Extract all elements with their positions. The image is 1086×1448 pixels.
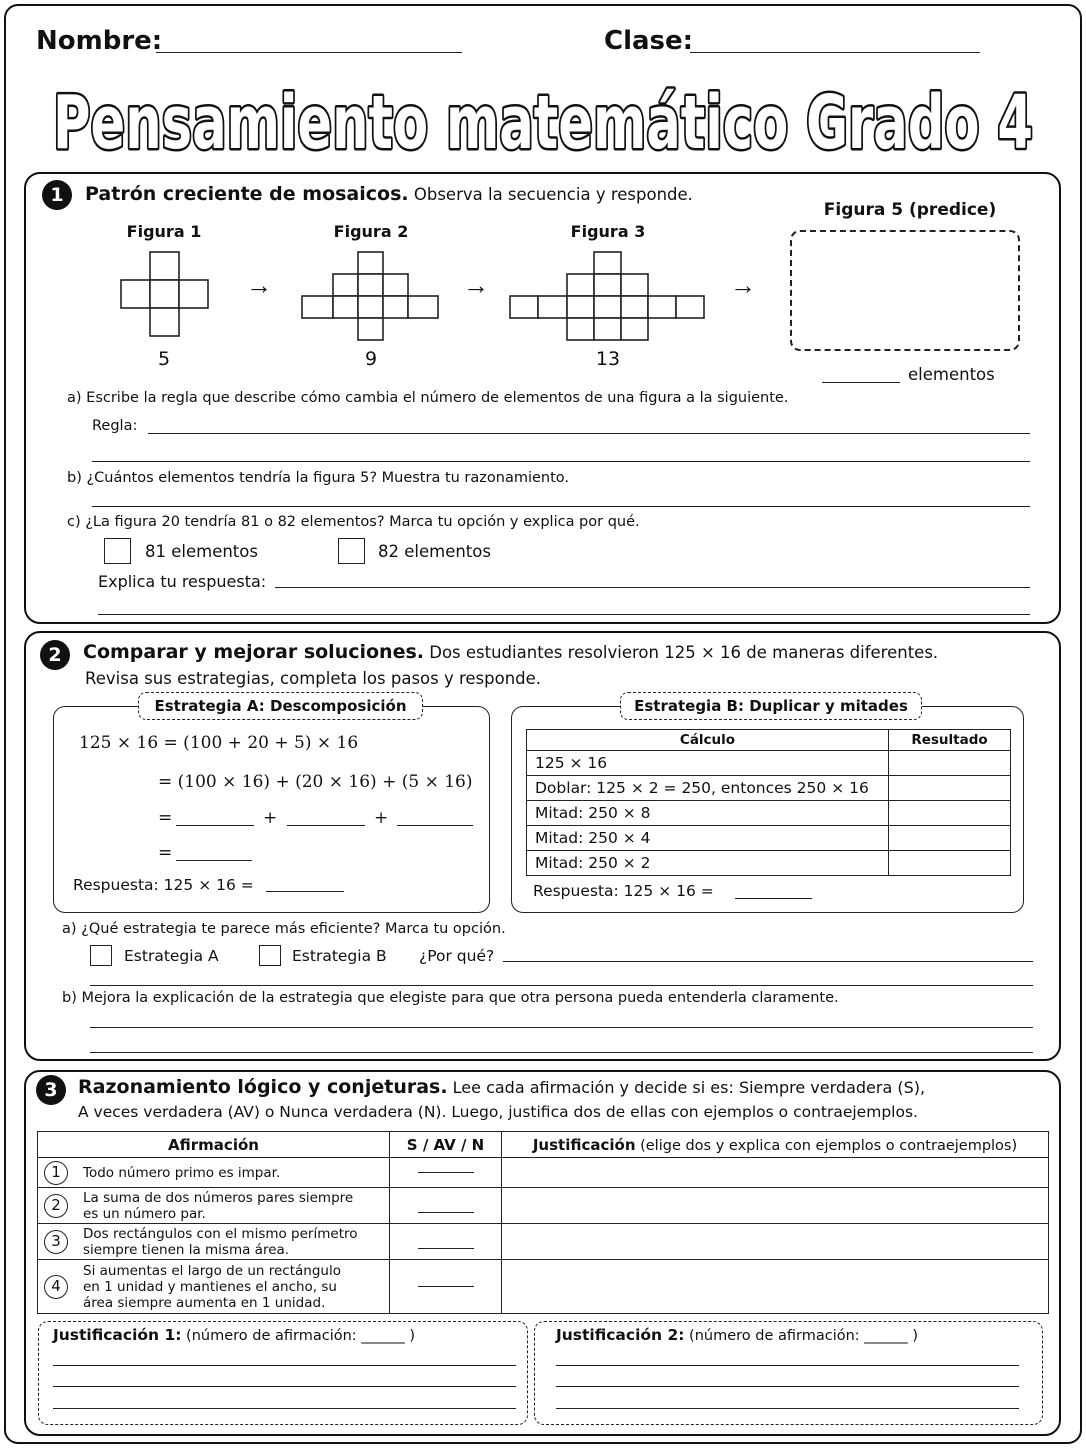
partial-product-2-field[interactable]: [287, 825, 365, 826]
calc-cell: Mitad: 250 × 4: [527, 826, 889, 851]
statements-table: [37, 1131, 1049, 1314]
section-3-number: 3: [36, 1075, 66, 1105]
strategy-a-line-1: 125 × 16 = (100 + 20 + 5) × 16: [79, 733, 359, 753]
justification-1-line[interactable]: [53, 1408, 516, 1409]
equals-sign: =: [158, 843, 173, 863]
justification-cell[interactable]: [502, 1224, 1049, 1260]
statement-number: 3: [44, 1230, 68, 1254]
answer-cell[interactable]: [390, 1158, 502, 1188]
question-1c: c) ¿La figura 20 tendría 81 o 82 elementos? Marca tu opción y explica por qué.: [67, 514, 640, 530]
title-text: Pensamiento matemático Grado 4: [53, 80, 1033, 166]
strategy-b-answer-label: Respuesta: 125 × 16 =: [533, 882, 714, 900]
name-label: Nombre:: [36, 26, 163, 56]
table-row: [38, 1158, 1049, 1188]
figure-5-drawing-box[interactable]: [790, 230, 1020, 351]
result-cell[interactable]: [889, 776, 1011, 801]
why-answer-line[interactable]: [503, 961, 1033, 962]
strategy-a-line-2: = (100 × 16) + (20 × 16) + (5 × 16): [158, 772, 473, 792]
arrow-icon: →: [463, 270, 489, 300]
answer-cell[interactable]: [390, 1224, 502, 1260]
option-81-label: 81 elementos: [145, 542, 258, 561]
why-label: ¿Por qué?: [419, 947, 495, 965]
result-cell[interactable]: [889, 801, 1011, 826]
table-row: [38, 1224, 1049, 1260]
statement-cell: 4 Si aumentas el largo de un rectángulo en 1 unidad y mantienes el ancho, su área siempre aumenta en 1 unidad.: [38, 1263, 358, 1311]
option-strategy-a-label: Estrategia A: [124, 947, 219, 965]
strategy-a-sum-field[interactable]: [176, 860, 252, 861]
justification-column-header: Justificación (elige dos y explica con ejemplos o contraejemplos): [502, 1132, 1049, 1158]
calc-cell: Doblar: 125 × 2 = 250, entonces 250 × 16: [527, 776, 889, 801]
figure-3-label: Figura 3: [570, 222, 646, 241]
partial-product-1-field[interactable]: [176, 825, 254, 826]
strategy-b-answer-field[interactable]: [735, 898, 812, 899]
figure-3-tiles: [510, 252, 704, 340]
arrow-icon: →: [730, 270, 756, 300]
statement-number: 4: [44, 1275, 68, 1299]
section-2-title: Comparar y mejorar soluciones. Dos estudiantes resolvieron 125 × 16 de maneras diferentes.: [83, 641, 939, 663]
checkbox-82[interactable]: [338, 538, 365, 564]
table-row: [527, 751, 1011, 776]
justification-2-line[interactable]: [556, 1386, 1019, 1387]
checkbox-strategy-a[interactable]: [90, 945, 112, 966]
table-row: [527, 776, 1011, 801]
calc-cell: Mitad: 250 × 8: [527, 801, 889, 826]
option-82-label: 82 elementos: [378, 542, 491, 561]
justification-cell[interactable]: [502, 1188, 1049, 1224]
strategy-b-tag: Estrategia B: Duplicar y mitades: [620, 692, 922, 720]
rule-label: Regla:: [92, 418, 138, 434]
justification-2-line[interactable]: [556, 1408, 1019, 1409]
answer-cell[interactable]: [390, 1188, 502, 1224]
justification-2-line[interactable]: [556, 1365, 1019, 1366]
justification-cell[interactable]: [502, 1158, 1049, 1188]
rule-answer-line[interactable]: [148, 433, 1030, 434]
arrow-icon: →: [246, 270, 272, 300]
equals-sign: =: [158, 808, 173, 828]
statement-cell: 1 Todo número primo es impar.: [38, 1165, 389, 1181]
figure-2-count: 9: [364, 348, 378, 370]
partial-product-3-field[interactable]: [397, 825, 473, 826]
calc-column-header: Cálculo: [527, 730, 889, 751]
section-3-subtitle: A veces verdadera (AV) o Nunca verdadera (N). Luego, justifica dos de ellas con ejemplos o contraejemplos.: [78, 1103, 918, 1121]
rule-answer-line[interactable]: [92, 461, 1030, 462]
result-cell[interactable]: [889, 826, 1011, 851]
statement-number: 1: [44, 1161, 68, 1185]
figure-2-tiles: [302, 252, 438, 340]
section-2-subtitle: Revisa sus estrategias, completa los pasos y responde.: [85, 669, 542, 688]
table-row: [527, 801, 1011, 826]
elements-label: elementos: [908, 365, 995, 384]
table-row: [38, 1260, 1049, 1314]
answer-line-2b[interactable]: [90, 1027, 1033, 1028]
strategy-a-answer-field[interactable]: [266, 891, 344, 892]
statement-cell: 3 Dos rectángulos con el mismo perímetro siempre tienen la misma área.: [38, 1226, 378, 1258]
calc-cell: Mitad: 250 × 2: [527, 851, 889, 876]
explain-answer-line[interactable]: [98, 614, 1030, 615]
table-row: [527, 826, 1011, 851]
justification-cell[interactable]: [502, 1260, 1049, 1314]
justification-1-label: Justificación 1: (número de afirmación: ______ ): [53, 1326, 416, 1344]
justification-2-label: Justificación 2: (número de afirmación: ______ ): [556, 1326, 919, 1344]
strategy-a-answer-label: Respuesta: 125 × 16 =: [73, 876, 254, 894]
answer-column-header: S / AV / N: [390, 1132, 502, 1158]
question-1b: b) ¿Cuántos elementos tendría la figura 5? Muestra tu razonamiento.: [67, 470, 570, 486]
answer-line-1b[interactable]: [92, 506, 1030, 507]
answer-line-2b[interactable]: [90, 1052, 1033, 1053]
figure-5-count-field[interactable]: [822, 382, 900, 383]
table-row: [527, 851, 1011, 876]
question-2b: b) Mejora la explicación de la estrategia que elegiste para que otra persona pueda entenderla claramente.: [62, 990, 839, 1006]
checkbox-81[interactable]: [104, 538, 131, 564]
why-answer-line[interactable]: [90, 985, 1033, 986]
strategy-a-tag: Estrategia A: Descomposición: [138, 692, 423, 720]
section-1-title: Patrón creciente de mosaicos. Observa la secuencia y responde.: [85, 183, 693, 205]
statement-cell: 2 La suma de dos números pares siempre es un número par.: [38, 1190, 356, 1222]
statement-number: 2: [44, 1194, 68, 1218]
section-1-number: 1: [42, 180, 72, 210]
figure-1-label: Figura 1: [126, 222, 202, 241]
figure-5-label: Figura 5 (predice): [823, 200, 997, 220]
explain-label: Explica tu respuesta:: [98, 572, 267, 591]
explain-answer-line[interactable]: [275, 587, 1030, 588]
figure-1-count: 5: [157, 348, 171, 370]
plus-sign: +: [263, 808, 278, 828]
section-2-number: 2: [40, 640, 70, 670]
question-1a: a) Escribe la regla que describe cómo cambia el número de elementos de una figura a la siguiente.: [67, 390, 789, 406]
statement-column-header: Afirmación: [38, 1132, 390, 1158]
result-cell[interactable]: [889, 851, 1011, 876]
answer-cell[interactable]: [390, 1260, 502, 1314]
plus-sign: +: [374, 808, 389, 828]
question-2a: a) ¿Qué estrategia te parece más eficiente? Marca tu opción.: [62, 921, 506, 937]
class-label: Clase:: [604, 26, 694, 56]
figure-2-label: Figura 2: [333, 222, 409, 241]
result-cell[interactable]: [889, 751, 1011, 776]
option-strategy-b-label: Estrategia B: [292, 947, 387, 965]
figure-3-count: 13: [595, 348, 621, 370]
justification-1-line[interactable]: [53, 1365, 516, 1366]
result-column-header: Resultado: [889, 730, 1011, 751]
strategy-b-table: [526, 729, 1011, 876]
justification-1-line[interactable]: [53, 1386, 516, 1387]
checkbox-strategy-b[interactable]: [259, 945, 281, 966]
table-row: [38, 1188, 1049, 1224]
calc-cell: 125 × 16: [527, 751, 889, 776]
section-3-title: Razonamiento lógico y conjeturas. Lee cada afirmación y decide si es: Siempre verdadera (S),: [78, 1076, 926, 1098]
figure-1-tiles: [121, 252, 208, 336]
